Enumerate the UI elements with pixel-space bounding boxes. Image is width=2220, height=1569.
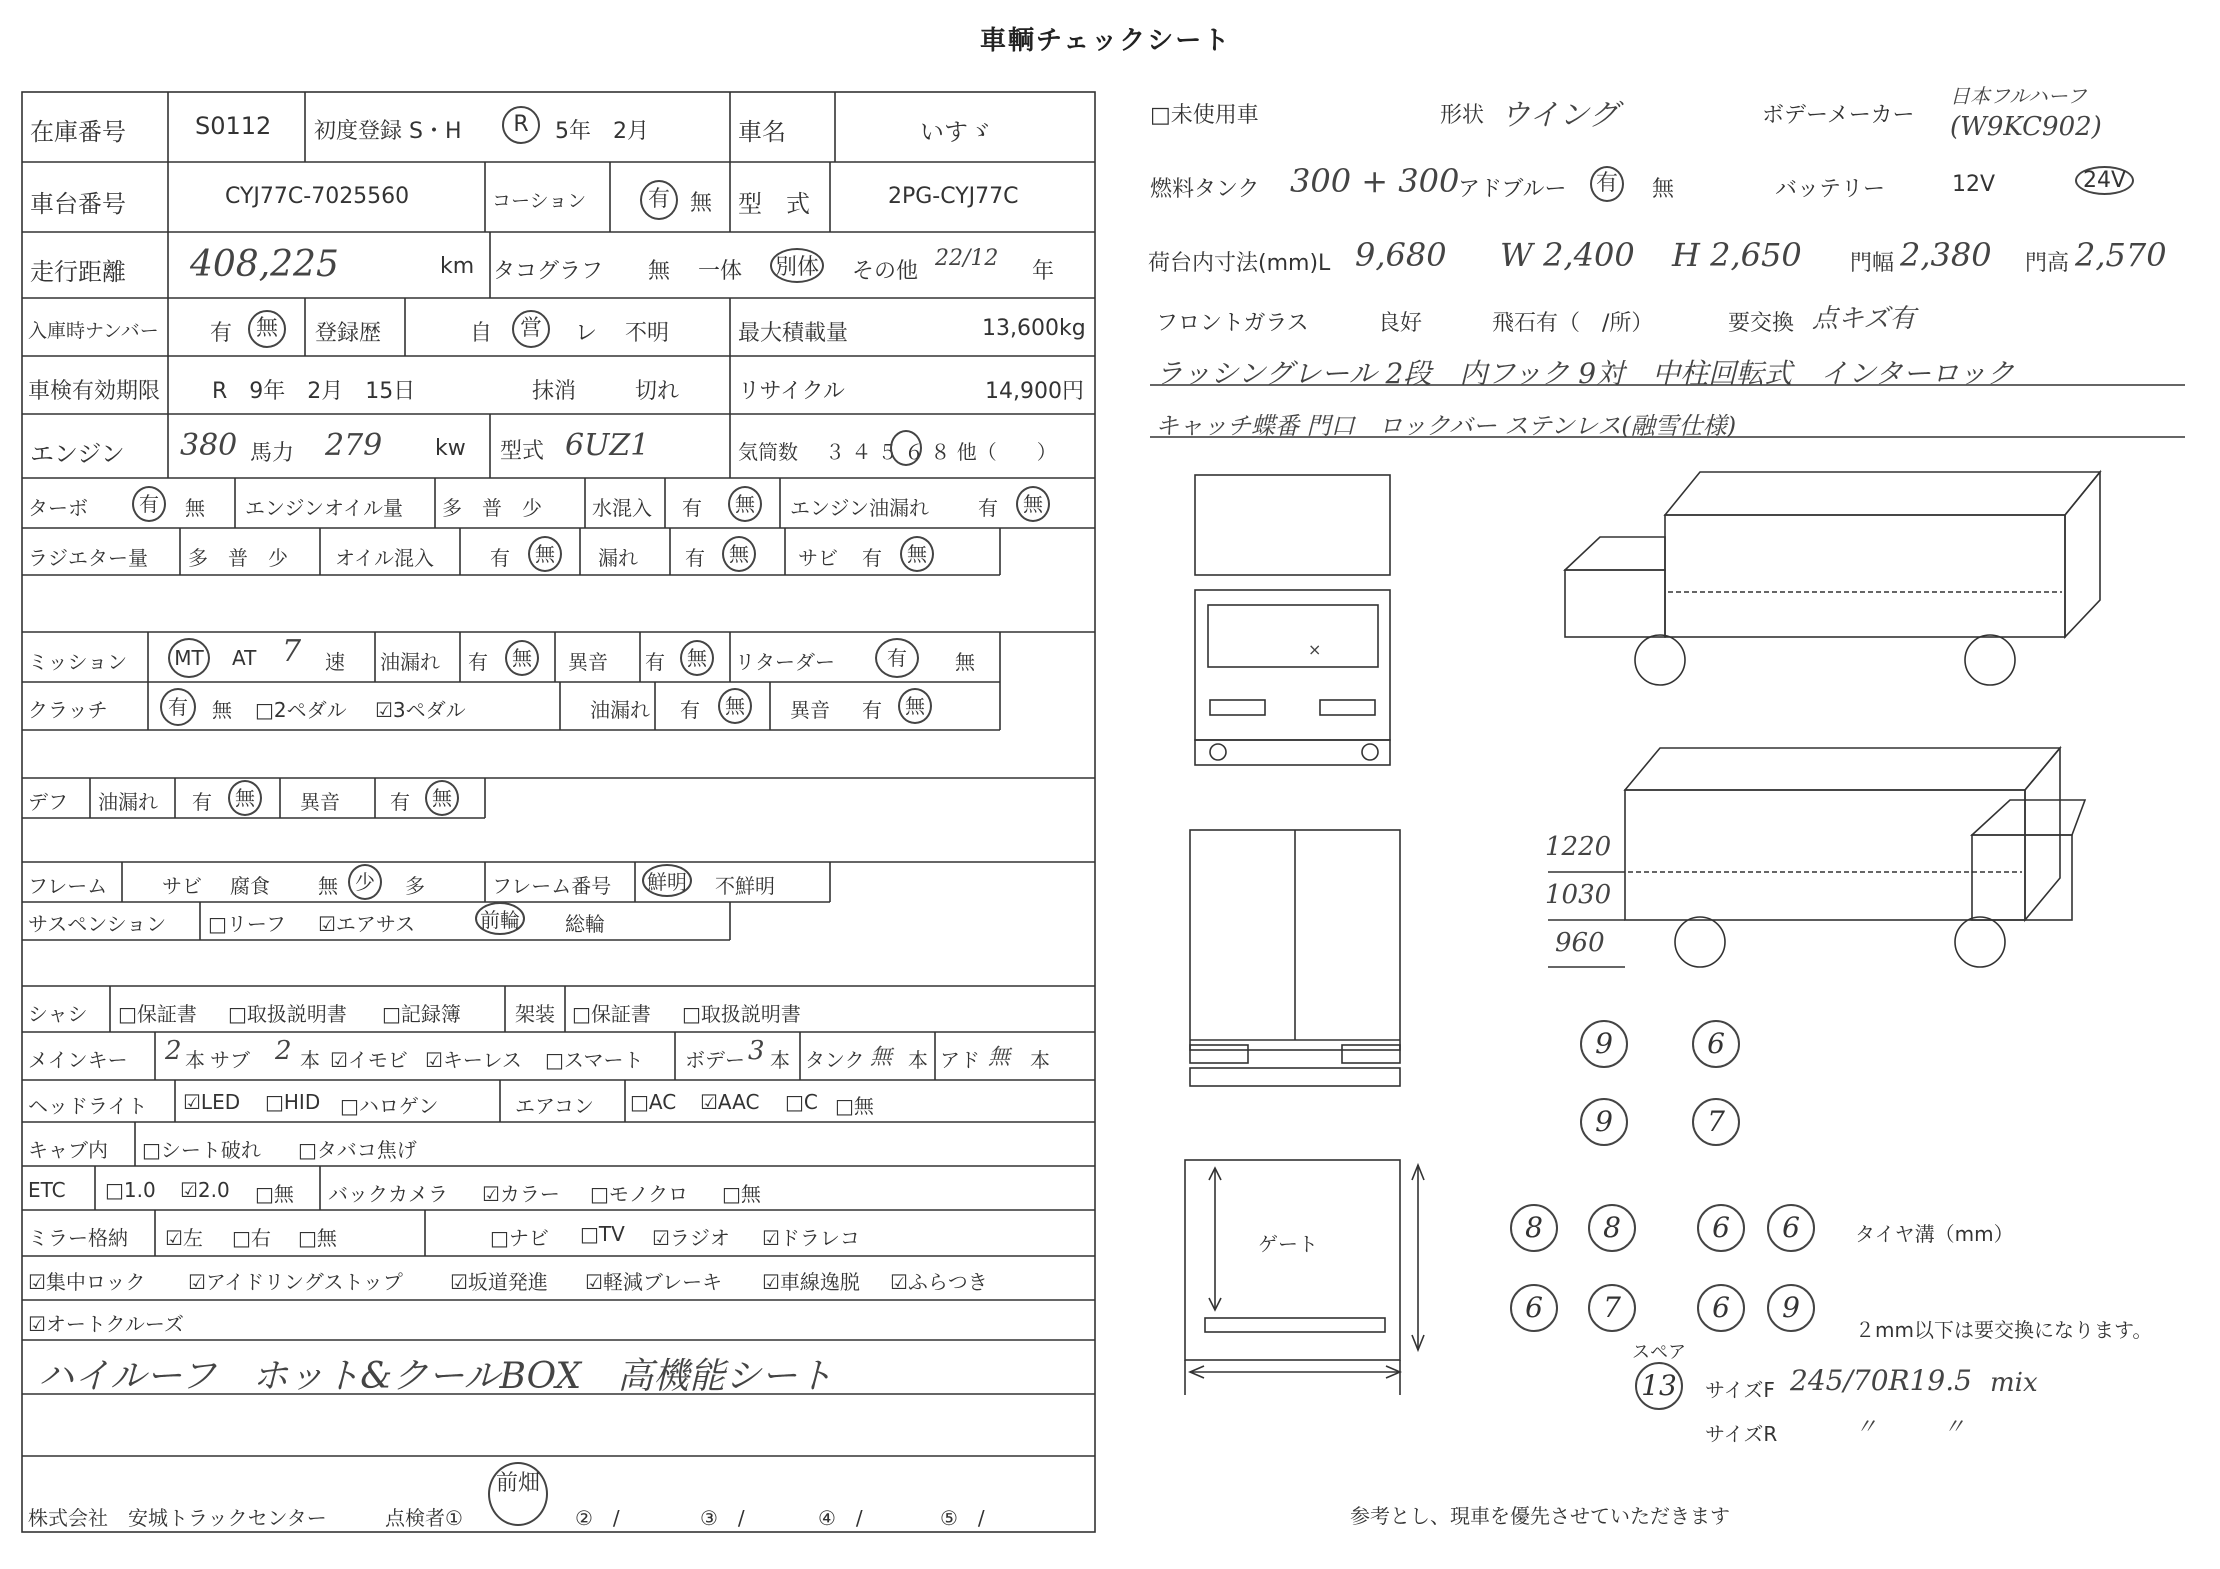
dimension-width: W 2,400 [1500, 236, 1635, 274]
tank-key-unit: 本 [908, 1048, 928, 1072]
diff-leak-label: 油漏れ [98, 790, 158, 814]
suspension-all: 総輪 [565, 912, 605, 936]
backcam-none: □無 [722, 1182, 761, 1206]
reg-era: R [502, 106, 540, 144]
main-key-label: メインキー [28, 1048, 128, 1072]
key-smart: □スマート [545, 1048, 644, 1072]
spare-label: スペア [1632, 1342, 1686, 1363]
aircon-label: エアコン [515, 1094, 594, 1118]
tacho-label: タコグラフ [493, 259, 604, 284]
tire-3rd-left-outer: 8 [1510, 1204, 1558, 1252]
windshield-label: フロントガラス [1156, 311, 1309, 336]
leak-label: 漏れ [598, 546, 638, 570]
mission-gears: 7 [282, 634, 302, 669]
sub-key-count: 2 [275, 1036, 292, 1066]
plate-yes: 有 [210, 321, 233, 346]
hist-own: 自 [470, 321, 493, 346]
aircon-ac: □AC [630, 1090, 677, 1114]
clutch-leak-yes: 有 [680, 698, 700, 722]
windshield-replace: 要交換 [1728, 311, 1795, 336]
adblue-yes: 有 [1590, 166, 1624, 202]
engine-leak-yes: 有 [978, 496, 998, 520]
height-1030: 1030 [1545, 880, 1612, 910]
aircon-none: □無 [835, 1094, 874, 1118]
clutch-3pedal: ☑3ペダル [375, 698, 466, 722]
radiator-label: ラジエター量 [28, 546, 148, 570]
tire-3rd-left-inner: 8 [1588, 1204, 1636, 1252]
tire-2nd-left: 9 [1580, 1098, 1628, 1146]
kw-label: kw [435, 436, 466, 461]
option-wobble: ☑ふらつき [890, 1270, 988, 1294]
inspector-2: ② / [575, 1506, 620, 1530]
mission-label: ミッション [28, 650, 128, 674]
diff-noise-label: 異音 [300, 790, 340, 814]
frame-number-label: フレーム番号 [492, 874, 612, 898]
body-key-count: 3 [748, 1036, 765, 1066]
vehicle-name: いすゞ [920, 118, 992, 146]
maker-value: 日本フルハーフ [1950, 84, 2087, 108]
backcam-mono: □モノクロ [590, 1182, 689, 1206]
frame-many: 多 [405, 874, 425, 898]
body-manual: □取扱説明書 [682, 1002, 801, 1026]
tire-3rd-right-inner: 6 [1697, 1204, 1745, 1252]
company-name: 株式会社 安城トラックセンター [28, 1506, 327, 1530]
engine-hp: 380 [180, 428, 238, 463]
shape-value: ウイング [1500, 98, 1619, 133]
diff-noise-no: 無 [425, 780, 459, 816]
chassis-warranty: □保証書 [118, 1002, 197, 1026]
hist-rental: レ [575, 321, 598, 346]
mirror-none: □無 [298, 1226, 337, 1250]
clutch-leak-label: 油漏れ [590, 698, 650, 722]
mission-speed: 速 [325, 650, 345, 674]
model-value: 2PG-CYJ77C [888, 184, 1019, 209]
hist-label: 登録歴 [315, 321, 382, 346]
frame-none: 無 [318, 874, 338, 898]
cab-label: キャブ内 [28, 1138, 108, 1162]
option-auto-cruise: ☑オートクルーズ [28, 1312, 184, 1336]
recycle-label: リサイクル [738, 379, 845, 404]
tire-2nd-right: 7 [1692, 1098, 1740, 1146]
backcam-label: バックカメラ [328, 1182, 448, 1206]
inspector-4: ④ / [818, 1506, 863, 1530]
frame-corrosion: 腐食 [230, 874, 270, 898]
mileage-value: 408,225 [190, 244, 339, 285]
shape-label: 形状 [1440, 103, 1485, 128]
battery-12v: 12V [1952, 172, 1996, 197]
mirror-right: □右 [232, 1226, 271, 1250]
mirror-left: ☑左 [165, 1226, 203, 1250]
diff-label: デフ [28, 790, 68, 814]
chassis-manual: □取扱説明書 [228, 1002, 347, 1026]
tire-3rd-right-outer: 6 [1767, 1204, 1815, 1252]
maker-code: (W9KC902) [1950, 112, 2102, 142]
tacho-separate: 別体 [770, 248, 824, 283]
tire-4th-right-outer: 9 [1767, 1284, 1815, 1332]
cab-tobacco: □タバコ焦げ [298, 1138, 417, 1162]
mission-leak-no: 無 [505, 640, 539, 676]
tank-key-label: タンク [805, 1048, 865, 1072]
tire-spare: 13 [1635, 1362, 1683, 1410]
etc-none: □無 [255, 1182, 294, 1206]
option-dashcam: ☑ドラレコ [762, 1226, 860, 1250]
height-1220: 1220 [1545, 832, 1612, 862]
gate-label: ゲート [1258, 1232, 1318, 1256]
unused-check: □未使用車 [1150, 103, 1259, 128]
etc-label: ETC [28, 1178, 66, 1202]
main-key-unit: 本 [185, 1048, 205, 1072]
rust-yes: 有 [862, 546, 882, 570]
model-label: 型 式 [738, 190, 810, 218]
size-mix: mix [1990, 1368, 2038, 1398]
turbo-yes: 有 [132, 486, 166, 522]
adblue-label: アドブルー [1458, 177, 1567, 202]
engine-form-label: 型式 [500, 439, 545, 464]
clutch-noise-no: 無 [898, 688, 932, 724]
headlight-led: ☑LED [183, 1090, 241, 1114]
oil-level-options: 多 普 少 [442, 496, 542, 520]
suspension-air: ☑エアサス [318, 912, 416, 936]
rust-label: サビ [798, 546, 838, 570]
reg-date: 5年 2月 [555, 119, 649, 144]
maxload-label: 最大積載量 [738, 321, 849, 346]
hp-label: 馬力 [250, 441, 295, 466]
coating-label: コーション [492, 190, 587, 212]
fuel-value: 300 + 300 [1290, 162, 1460, 200]
size-rear: 〃 〃 [1855, 1415, 1966, 1440]
reg-label: 初度登録 S・H [314, 119, 462, 144]
chassis-docs-label: シャシ [28, 1002, 88, 1026]
ad-key-count: 無 [988, 1045, 1011, 1070]
headlight-hid: □HID [265, 1090, 321, 1114]
cylinder-options: ３ ４ ５ ６ ８ 他（ ） [825, 440, 1057, 464]
turbo-label: ターボ [28, 496, 88, 520]
diff-leak-no: 無 [228, 780, 262, 816]
rust-no: 無 [900, 536, 934, 572]
notes-handwritten: ハイルーフ ホット&クールBOX 高機能シート [38, 1356, 834, 1397]
backcam-color: ☑カラー [482, 1182, 560, 1206]
key-immobilizer: ☑イモビ [330, 1048, 408, 1072]
frame-rust: サビ [162, 874, 202, 898]
option-navi: □ナビ [490, 1226, 549, 1250]
option-hill-start: ☑坂道発進 [450, 1270, 548, 1294]
clutch-noise-label: 異音 [790, 698, 830, 722]
diff-noise-yes: 有 [390, 790, 410, 814]
option-idling-stop: ☑アイドリングストップ [188, 1270, 403, 1294]
frame-number-unclear: 不鮮明 [715, 874, 775, 898]
tacho-none: 無 [648, 259, 671, 284]
mileage-label: 走行距離 [30, 258, 126, 286]
water-mix-yes: 有 [682, 496, 702, 520]
inspect-expired: 切れ [635, 379, 680, 404]
oil-mix-no: 無 [528, 536, 562, 572]
tacho-date: 22/12 [935, 246, 999, 271]
mission-at: AT [232, 646, 257, 670]
door-height: 2,570 [2075, 236, 2167, 274]
mission-leak-yes: 有 [468, 650, 488, 674]
hist-unknown: 不明 [625, 321, 670, 346]
mileage-unit: km [440, 254, 475, 279]
dimension-height: H 2,650 [1672, 236, 1802, 274]
body-key-label: ボデー [685, 1048, 745, 1072]
mission-leak-label: 油漏れ [380, 650, 440, 674]
tread-label: タイヤ溝（mm） [1855, 1222, 2014, 1246]
size-front-label: サイズF [1705, 1378, 1775, 1402]
door-height-label: 門高 [2025, 251, 2070, 276]
coating-yes: 有 [640, 180, 678, 220]
engine-kw: 279 [325, 428, 383, 463]
size-front: 245/70R19.5 [1790, 1364, 1972, 1397]
body-note-2: キャッチ蝶番 門口 ロックバー ステンレス(融雪仕様) [1155, 412, 1737, 440]
size-rear-label: サイズR [1705, 1422, 1778, 1446]
plate-no: 無 [248, 310, 286, 348]
headlight-label: ヘッドライト [28, 1094, 148, 1118]
body-key-unit: 本 [770, 1048, 790, 1072]
sub-key-unit: 本 [300, 1048, 320, 1072]
body-warranty: □保証書 [572, 1002, 651, 1026]
tacho-year: 年 [1032, 259, 1055, 284]
clutch-2pedal: □2ペダル [255, 698, 347, 722]
clutch-label: クラッチ [28, 698, 108, 722]
cylinder-label: 気筒数 [738, 440, 798, 464]
fuel-label: 燃料タンク [1150, 177, 1260, 202]
suspension-label: サスペンション [28, 912, 167, 936]
etc-2-0: ☑2.0 [180, 1178, 230, 1202]
body-docs-label: 架装 [515, 1002, 555, 1026]
tire-4th-left-inner: 7 [1588, 1284, 1636, 1332]
leak-no: 無 [722, 536, 756, 572]
body-note-1: ラッシングレール 2段 内フック 9対 中柱回転式 インターロック [1155, 357, 2015, 390]
aircon-c: □C [785, 1090, 818, 1114]
inspector-3: ③ / [700, 1506, 745, 1530]
water-mix-no: 無 [728, 486, 762, 522]
tank-key-count: 無 [870, 1045, 893, 1070]
clutch-leak-no: 無 [718, 688, 752, 724]
radiator-options: 多 普 少 [188, 546, 288, 570]
retarder-no: 無 [955, 650, 975, 674]
inspector-5: ⑤ / [940, 1506, 985, 1530]
engine-label: エンジン [30, 440, 125, 468]
battery-label: バッテリー [1775, 177, 1886, 202]
battery-24v: 24V [2075, 166, 2134, 195]
page-title: 車輌チェックシート [980, 26, 1232, 56]
key-keyless: ☑キーレス [425, 1048, 522, 1072]
inspector-label: 点検者① [385, 1506, 463, 1530]
windshield-note: 点キズ有 [1812, 304, 1916, 334]
cab-seat-tear: □シート破れ [142, 1138, 261, 1162]
turbo-no: 無 [185, 496, 205, 520]
engine-leak-label: エンジン油漏れ [790, 496, 929, 520]
water-mix-label: 水混入 [592, 496, 652, 520]
inspect-label: 車検有効期限 [28, 379, 161, 404]
oil-mix-label: オイル混入 [335, 546, 434, 570]
option-lane-departure: ☑車線逸脱 [762, 1270, 860, 1294]
dimension-length: 9,680 [1355, 236, 1447, 274]
option-tv: □TV [580, 1222, 625, 1246]
coating-no: 無 [690, 191, 713, 216]
inspect-date: R 9年 2月 15日 [212, 379, 416, 404]
plate-label: 入庫時ナンバー [28, 320, 159, 342]
chassis-record: □記録簿 [382, 1002, 461, 1026]
clutch-no: 無 [212, 698, 232, 722]
headlight-halogen: □ハロゲン [340, 1094, 439, 1118]
frame-few: 少 [348, 864, 382, 900]
stock-number: S0112 [195, 112, 272, 140]
leak-yes: 有 [685, 546, 705, 570]
option-radio: ☑ラジオ [652, 1226, 730, 1250]
chassis-label: 車台番号 [30, 190, 126, 218]
oil-level-label: エンジンオイル量 [245, 496, 403, 520]
option-brake-assist: ☑軽減ブレーキ [585, 1270, 723, 1294]
maker-label: ボデーメーカー [1762, 103, 1915, 128]
stock-label: 在庫番号 [30, 118, 126, 146]
engine-leak-no: 無 [1016, 486, 1050, 522]
cylinder-selected [890, 430, 922, 466]
etc-1-0: □1.0 [105, 1178, 156, 1202]
inspect-cancel: 抹消 [532, 379, 577, 404]
clutch-yes: 有 [160, 688, 196, 726]
adblue-no: 無 [1652, 177, 1675, 202]
main-key-count: 2 [165, 1036, 182, 1066]
inspector-stamp: 前畑 [488, 1462, 548, 1526]
oil-mix-yes: 有 [490, 546, 510, 570]
height-960: 960 [1555, 928, 1605, 958]
frame-number-clear: 鮮明 [642, 864, 692, 897]
mission-noise-no: 無 [680, 640, 714, 676]
ad-key-label: アド [940, 1048, 980, 1072]
tacho-other: その他 [852, 259, 919, 284]
ad-key-unit: 本 [1030, 1048, 1050, 1072]
windshield-chip: 飛石有（ /所） [1492, 311, 1654, 336]
tire-front-left: 9 [1580, 1020, 1628, 1068]
recycle-value: 14,900円 [985, 379, 1084, 404]
option-central-lock: ☑集中ロック [28, 1270, 146, 1294]
tacho-integrated: 一体 [698, 259, 743, 284]
tread-warning: ２mm以下は要交換になります。 [1855, 1318, 2153, 1342]
mission-noise-yes: 有 [645, 650, 665, 674]
name-label: 車名 [738, 118, 786, 146]
maxload-value: 13,600kg [982, 316, 1086, 341]
retarder-label: リターダー [735, 650, 835, 674]
engine-form: 6UZ1 [565, 428, 650, 463]
mirror-label: ミラー格納 [28, 1226, 128, 1250]
sub-key-label: サブ [210, 1048, 250, 1072]
door-width-label: 門幅 [1850, 251, 1895, 276]
retarder-yes: 有 [875, 638, 919, 678]
suspension-front: 前輪 [475, 902, 525, 935]
clutch-noise-yes: 有 [862, 698, 882, 722]
hist-commercial: 営 [512, 310, 550, 348]
windshield-mark: × [1308, 640, 1322, 659]
dimensions-label: 荷台内寸法(mm)L [1148, 251, 1331, 276]
reference-note: 参考とし、現車を優先させていただきます [1350, 1504, 1730, 1528]
frame-label: フレーム [28, 874, 108, 898]
chassis-number: CYJ77C-7025560 [225, 184, 410, 209]
mission-noise-label: 異音 [568, 650, 608, 674]
aircon-aac: ☑AAC [700, 1090, 760, 1114]
diff-leak-yes: 有 [192, 790, 212, 814]
suspension-leaf: □リーフ [208, 912, 286, 936]
mission-mt: MT [168, 638, 210, 678]
tire-4th-right-inner: 6 [1697, 1284, 1745, 1332]
tire-front-right: 6 [1692, 1020, 1740, 1068]
windshield-good: 良好 [1378, 311, 1423, 336]
tire-4th-left-outer: 6 [1510, 1284, 1558, 1332]
door-width: 2,380 [1900, 236, 1992, 274]
